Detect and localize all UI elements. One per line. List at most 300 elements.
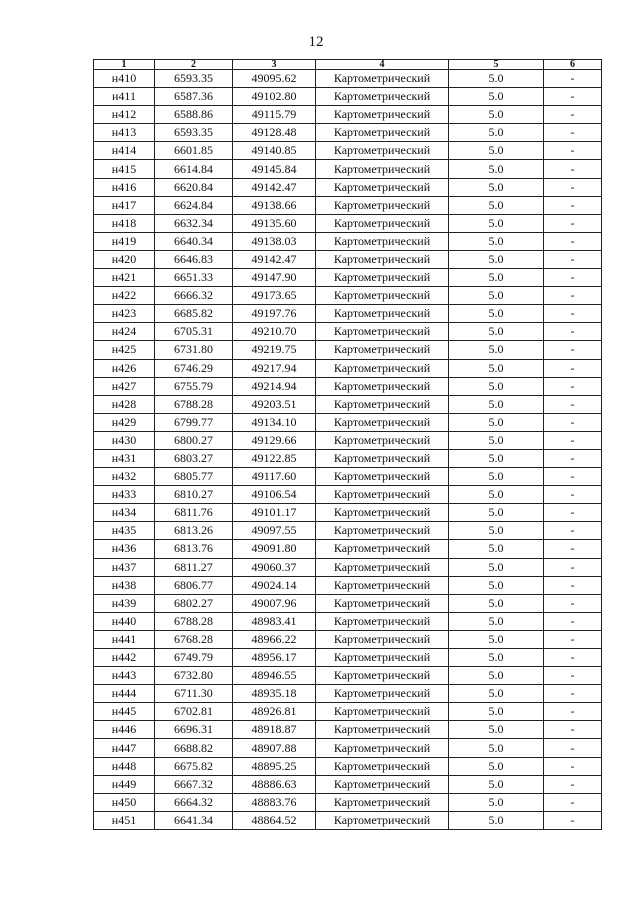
table-row [94, 703, 602, 721]
method-cell: Картометрический [316, 142, 449, 160]
table-row [94, 630, 602, 648]
point-id-cell: н431 [94, 449, 155, 467]
method-cell: Картометрический [316, 558, 449, 576]
y-coordinate-cell: 48907.88 [233, 739, 316, 757]
point-id-cell: н435 [94, 522, 155, 540]
accuracy-cell: 5.0 [449, 305, 544, 323]
y-coordinate-cell: 49197.76 [233, 305, 316, 323]
y-coordinate-cell: 49128.48 [233, 124, 316, 142]
x-coordinate-cell: 6810.27 [155, 486, 233, 504]
x-coordinate-cell: 6800.27 [155, 431, 233, 449]
method-cell: Картометрический [316, 612, 449, 630]
y-coordinate-cell: 49095.62 [233, 70, 316, 88]
table-row [94, 522, 602, 540]
y-coordinate-cell: 49217.94 [233, 359, 316, 377]
note-cell: - [544, 811, 602, 829]
point-id-cell: н413 [94, 124, 155, 142]
table-row [94, 269, 602, 287]
note-cell: - [544, 178, 602, 196]
x-coordinate-cell: 6788.28 [155, 612, 233, 630]
point-id-cell: н446 [94, 721, 155, 739]
x-coordinate-cell: 6664.32 [155, 793, 233, 811]
accuracy-cell: 5.0 [449, 377, 544, 395]
y-coordinate-cell: 48883.76 [233, 793, 316, 811]
method-cell: Картометрический [316, 594, 449, 612]
accuracy-cell: 5.0 [449, 522, 544, 540]
note-cell: - [544, 468, 602, 486]
point-id-cell: н438 [94, 576, 155, 594]
y-coordinate-cell: 48956.17 [233, 649, 316, 667]
point-id-cell: н418 [94, 214, 155, 232]
x-coordinate-cell: 6640.34 [155, 232, 233, 250]
accuracy-cell: 5.0 [449, 250, 544, 268]
method-cell: Картометрический [316, 486, 449, 504]
column-header: 3 [233, 60, 316, 70]
method-cell: Картометрический [316, 667, 449, 685]
table-row [94, 413, 602, 431]
y-coordinate-cell: 48935.18 [233, 685, 316, 703]
table-row [94, 685, 602, 703]
table-row [94, 250, 602, 268]
accuracy-cell: 5.0 [449, 106, 544, 124]
point-id-cell: н432 [94, 468, 155, 486]
method-cell: Картометрический [316, 196, 449, 214]
y-coordinate-cell: 49106.54 [233, 486, 316, 504]
note-cell: - [544, 88, 602, 106]
column-header: 6 [544, 60, 602, 70]
accuracy-cell: 5.0 [449, 214, 544, 232]
note-cell: - [544, 540, 602, 558]
method-cell: Картометрический [316, 160, 449, 178]
point-id-cell: н441 [94, 630, 155, 648]
method-cell: Картометрический [316, 703, 449, 721]
x-coordinate-cell: 6702.81 [155, 703, 233, 721]
table-row [94, 395, 602, 413]
note-cell: - [544, 757, 602, 775]
table-row [94, 486, 602, 504]
note-cell: - [544, 685, 602, 703]
x-coordinate-cell: 6811.27 [155, 558, 233, 576]
x-coordinate-cell: 6620.84 [155, 178, 233, 196]
accuracy-cell: 5.0 [449, 612, 544, 630]
table-row [94, 196, 602, 214]
note-cell: - [544, 594, 602, 612]
x-coordinate-cell: 6749.79 [155, 649, 233, 667]
table-row [94, 468, 602, 486]
point-id-cell: н447 [94, 739, 155, 757]
x-coordinate-cell: 6768.28 [155, 630, 233, 648]
note-cell: - [544, 522, 602, 540]
note-cell: - [544, 775, 602, 793]
table-row [94, 214, 602, 232]
y-coordinate-cell: 49138.66 [233, 196, 316, 214]
y-coordinate-cell: 49060.37 [233, 558, 316, 576]
column-header: 1 [94, 60, 155, 70]
method-cell: Картометрический [316, 287, 449, 305]
y-coordinate-cell: 48966.22 [233, 630, 316, 648]
x-coordinate-cell: 6641.34 [155, 811, 233, 829]
table-row [94, 757, 602, 775]
note-cell: - [544, 667, 602, 685]
point-id-cell: н427 [94, 377, 155, 395]
accuracy-cell: 5.0 [449, 341, 544, 359]
note-cell: - [544, 739, 602, 757]
table-row [94, 576, 602, 594]
method-cell: Картометрический [316, 341, 449, 359]
y-coordinate-cell: 49203.51 [233, 395, 316, 413]
note-cell: - [544, 504, 602, 522]
point-id-cell: н419 [94, 232, 155, 250]
x-coordinate-cell: 6746.29 [155, 359, 233, 377]
accuracy-cell: 5.0 [449, 468, 544, 486]
y-coordinate-cell: 48918.87 [233, 721, 316, 739]
point-id-cell: н416 [94, 178, 155, 196]
coordinates-table [93, 59, 602, 830]
x-coordinate-cell: 6632.34 [155, 214, 233, 232]
table-row [94, 305, 602, 323]
table-row [94, 721, 602, 739]
table-row [94, 667, 602, 685]
note-cell: - [544, 630, 602, 648]
x-coordinate-cell: 6802.27 [155, 594, 233, 612]
accuracy-cell: 5.0 [449, 703, 544, 721]
note-cell: - [544, 395, 602, 413]
method-cell: Картометрический [316, 522, 449, 540]
accuracy-cell: 5.0 [449, 431, 544, 449]
method-cell: Картометрический [316, 775, 449, 793]
note-cell: - [544, 649, 602, 667]
accuracy-cell: 5.0 [449, 323, 544, 341]
y-coordinate-cell: 48864.52 [233, 811, 316, 829]
note-cell: - [544, 214, 602, 232]
note-cell: - [544, 124, 602, 142]
accuracy-cell: 5.0 [449, 630, 544, 648]
table-row [94, 178, 602, 196]
point-id-cell: н430 [94, 431, 155, 449]
accuracy-cell: 5.0 [449, 287, 544, 305]
x-coordinate-cell: 6755.79 [155, 377, 233, 395]
accuracy-cell: 5.0 [449, 504, 544, 522]
y-coordinate-cell: 49135.60 [233, 214, 316, 232]
point-id-cell: н445 [94, 703, 155, 721]
accuracy-cell: 5.0 [449, 739, 544, 757]
point-id-cell: н422 [94, 287, 155, 305]
y-coordinate-cell: 48886.63 [233, 775, 316, 793]
x-coordinate-cell: 6811.76 [155, 504, 233, 522]
point-id-cell: н412 [94, 106, 155, 124]
y-coordinate-cell: 48983.41 [233, 612, 316, 630]
method-cell: Картометрический [316, 395, 449, 413]
y-coordinate-cell: 49219.75 [233, 341, 316, 359]
point-id-cell: н437 [94, 558, 155, 576]
point-id-cell: н442 [94, 649, 155, 667]
y-coordinate-cell: 49101.17 [233, 504, 316, 522]
point-id-cell: н448 [94, 757, 155, 775]
method-cell: Картометрический [316, 232, 449, 250]
point-id-cell: н450 [94, 793, 155, 811]
note-cell: - [544, 703, 602, 721]
accuracy-cell: 5.0 [449, 178, 544, 196]
x-coordinate-cell: 6593.35 [155, 70, 233, 88]
point-id-cell: н444 [94, 685, 155, 703]
table-row [94, 124, 602, 142]
method-cell: Картометрический [316, 178, 449, 196]
point-id-cell: н428 [94, 395, 155, 413]
point-id-cell: н449 [94, 775, 155, 793]
y-coordinate-cell: 49102.80 [233, 88, 316, 106]
x-coordinate-cell: 6685.82 [155, 305, 233, 323]
x-coordinate-cell: 6731.80 [155, 341, 233, 359]
method-cell: Картометрический [316, 630, 449, 648]
x-coordinate-cell: 6587.36 [155, 88, 233, 106]
y-coordinate-cell: 49122.85 [233, 449, 316, 467]
point-id-cell: н439 [94, 594, 155, 612]
column-header: 4 [316, 60, 449, 70]
note-cell: - [544, 413, 602, 431]
page-number: 12 [308, 34, 324, 50]
y-coordinate-cell: 48946.55 [233, 667, 316, 685]
x-coordinate-cell: 6688.82 [155, 739, 233, 757]
accuracy-cell: 5.0 [449, 793, 544, 811]
note-cell: - [544, 377, 602, 395]
accuracy-cell: 5.0 [449, 540, 544, 558]
y-coordinate-cell: 48926.81 [233, 703, 316, 721]
column-header: 5 [449, 60, 544, 70]
accuracy-cell: 5.0 [449, 576, 544, 594]
note-cell: - [544, 250, 602, 268]
method-cell: Картометрический [316, 793, 449, 811]
note-cell: - [544, 269, 602, 287]
method-cell: Картометрический [316, 413, 449, 431]
x-coordinate-cell: 6675.82 [155, 757, 233, 775]
accuracy-cell: 5.0 [449, 775, 544, 793]
point-id-cell: н451 [94, 811, 155, 829]
y-coordinate-cell: 49129.66 [233, 431, 316, 449]
method-cell: Картометрический [316, 685, 449, 703]
point-id-cell: н424 [94, 323, 155, 341]
accuracy-cell: 5.0 [449, 649, 544, 667]
accuracy-cell: 5.0 [449, 232, 544, 250]
point-id-cell: н425 [94, 341, 155, 359]
accuracy-cell: 5.0 [449, 721, 544, 739]
table-row [94, 359, 602, 377]
point-id-cell: н415 [94, 160, 155, 178]
point-id-cell: н426 [94, 359, 155, 377]
accuracy-cell: 5.0 [449, 142, 544, 160]
point-id-cell: н429 [94, 413, 155, 431]
accuracy-cell: 5.0 [449, 395, 544, 413]
table-row [94, 811, 602, 829]
point-id-cell: н433 [94, 486, 155, 504]
x-coordinate-cell: 6732.80 [155, 667, 233, 685]
note-cell: - [544, 106, 602, 124]
y-coordinate-cell: 49115.79 [233, 106, 316, 124]
table-row [94, 649, 602, 667]
accuracy-cell: 5.0 [449, 594, 544, 612]
x-coordinate-cell: 6805.77 [155, 468, 233, 486]
method-cell: Картометрический [316, 468, 449, 486]
x-coordinate-cell: 6813.26 [155, 522, 233, 540]
accuracy-cell: 5.0 [449, 757, 544, 775]
table-row [94, 793, 602, 811]
table-row [94, 739, 602, 757]
point-id-cell: н440 [94, 612, 155, 630]
y-coordinate-cell: 49142.47 [233, 250, 316, 268]
point-id-cell: н434 [94, 504, 155, 522]
table-body [94, 70, 602, 830]
method-cell: Картометрический [316, 449, 449, 467]
x-coordinate-cell: 6651.33 [155, 269, 233, 287]
table-row [94, 775, 602, 793]
method-cell: Картометрический [316, 811, 449, 829]
x-coordinate-cell: 6711.30 [155, 685, 233, 703]
y-coordinate-cell: 49147.90 [233, 269, 316, 287]
table-row [94, 142, 602, 160]
point-id-cell: н417 [94, 196, 155, 214]
note-cell: - [544, 486, 602, 504]
x-coordinate-cell: 6705.31 [155, 323, 233, 341]
table-row [94, 287, 602, 305]
note-cell: - [544, 232, 602, 250]
note-cell: - [544, 359, 602, 377]
table-row [94, 323, 602, 341]
y-coordinate-cell: 49214.94 [233, 377, 316, 395]
table-row [94, 504, 602, 522]
note-cell: - [544, 323, 602, 341]
method-cell: Картометрический [316, 359, 449, 377]
y-coordinate-cell: 49138.03 [233, 232, 316, 250]
point-id-cell: н421 [94, 269, 155, 287]
method-cell: Картометрический [316, 377, 449, 395]
method-cell: Картометрический [316, 70, 449, 88]
method-cell: Картометрический [316, 504, 449, 522]
y-coordinate-cell: 49097.55 [233, 522, 316, 540]
method-cell: Картометрический [316, 721, 449, 739]
table-row [94, 449, 602, 467]
y-coordinate-cell: 49117.60 [233, 468, 316, 486]
table-row [94, 70, 602, 88]
method-cell: Картометрический [316, 649, 449, 667]
y-coordinate-cell: 49140.85 [233, 142, 316, 160]
accuracy-cell: 5.0 [449, 449, 544, 467]
point-id-cell: н423 [94, 305, 155, 323]
accuracy-cell: 5.0 [449, 667, 544, 685]
note-cell: - [544, 142, 602, 160]
accuracy-cell: 5.0 [449, 558, 544, 576]
y-coordinate-cell: 49024.14 [233, 576, 316, 594]
point-id-cell: н420 [94, 250, 155, 268]
accuracy-cell: 5.0 [449, 359, 544, 377]
table-row [94, 612, 602, 630]
accuracy-cell: 5.0 [449, 269, 544, 287]
x-coordinate-cell: 6614.84 [155, 160, 233, 178]
x-coordinate-cell: 6624.84 [155, 196, 233, 214]
note-cell: - [544, 449, 602, 467]
x-coordinate-cell: 6803.27 [155, 449, 233, 467]
method-cell: Картометрический [316, 124, 449, 142]
note-cell: - [544, 305, 602, 323]
accuracy-cell: 5.0 [449, 124, 544, 142]
x-coordinate-cell: 6788.28 [155, 395, 233, 413]
table-row [94, 540, 602, 558]
y-coordinate-cell: 49007.96 [233, 594, 316, 612]
x-coordinate-cell: 6666.32 [155, 287, 233, 305]
y-coordinate-cell: 49091.80 [233, 540, 316, 558]
x-coordinate-cell: 6799.77 [155, 413, 233, 431]
table-header-row [94, 60, 602, 70]
x-coordinate-cell: 6646.83 [155, 250, 233, 268]
method-cell: Картометрический [316, 214, 449, 232]
point-id-cell: н414 [94, 142, 155, 160]
x-coordinate-cell: 6696.31 [155, 721, 233, 739]
table-row [94, 594, 602, 612]
table-row [94, 431, 602, 449]
method-cell: Картометрический [316, 88, 449, 106]
note-cell: - [544, 612, 602, 630]
accuracy-cell: 5.0 [449, 685, 544, 703]
method-cell: Картометрический [316, 431, 449, 449]
accuracy-cell: 5.0 [449, 88, 544, 106]
note-cell: - [544, 721, 602, 739]
method-cell: Картометрический [316, 305, 449, 323]
accuracy-cell: 5.0 [449, 413, 544, 431]
y-coordinate-cell: 49134.10 [233, 413, 316, 431]
accuracy-cell: 5.0 [449, 486, 544, 504]
method-cell: Картометрический [316, 757, 449, 775]
note-cell: - [544, 341, 602, 359]
method-cell: Картометрический [316, 540, 449, 558]
point-id-cell: н436 [94, 540, 155, 558]
x-coordinate-cell: 6806.77 [155, 576, 233, 594]
method-cell: Картометрический [316, 739, 449, 757]
note-cell: - [544, 160, 602, 178]
note-cell: - [544, 576, 602, 594]
point-id-cell: н410 [94, 70, 155, 88]
note-cell: - [544, 70, 602, 88]
y-coordinate-cell: 49173.65 [233, 287, 316, 305]
method-cell: Картометрический [316, 323, 449, 341]
table-row [94, 341, 602, 359]
x-coordinate-cell: 6588.86 [155, 106, 233, 124]
note-cell: - [544, 287, 602, 305]
accuracy-cell: 5.0 [449, 160, 544, 178]
method-cell: Картометрический [316, 106, 449, 124]
note-cell: - [544, 196, 602, 214]
x-coordinate-cell: 6601.85 [155, 142, 233, 160]
x-coordinate-cell: 6813.76 [155, 540, 233, 558]
column-header: 2 [155, 60, 233, 70]
point-id-cell: н411 [94, 88, 155, 106]
x-coordinate-cell: 6667.32 [155, 775, 233, 793]
note-cell: - [544, 558, 602, 576]
y-coordinate-cell: 49142.47 [233, 178, 316, 196]
table-row [94, 106, 602, 124]
point-id-cell: н443 [94, 667, 155, 685]
accuracy-cell: 5.0 [449, 70, 544, 88]
table-row [94, 88, 602, 106]
method-cell: Картометрический [316, 269, 449, 287]
method-cell: Картометрический [316, 250, 449, 268]
table-row [94, 377, 602, 395]
accuracy-cell: 5.0 [449, 196, 544, 214]
note-cell: - [544, 793, 602, 811]
accuracy-cell: 5.0 [449, 811, 544, 829]
y-coordinate-cell: 49210.70 [233, 323, 316, 341]
x-coordinate-cell: 6593.35 [155, 124, 233, 142]
note-cell: - [544, 431, 602, 449]
y-coordinate-cell: 48895.25 [233, 757, 316, 775]
y-coordinate-cell: 49145.84 [233, 160, 316, 178]
